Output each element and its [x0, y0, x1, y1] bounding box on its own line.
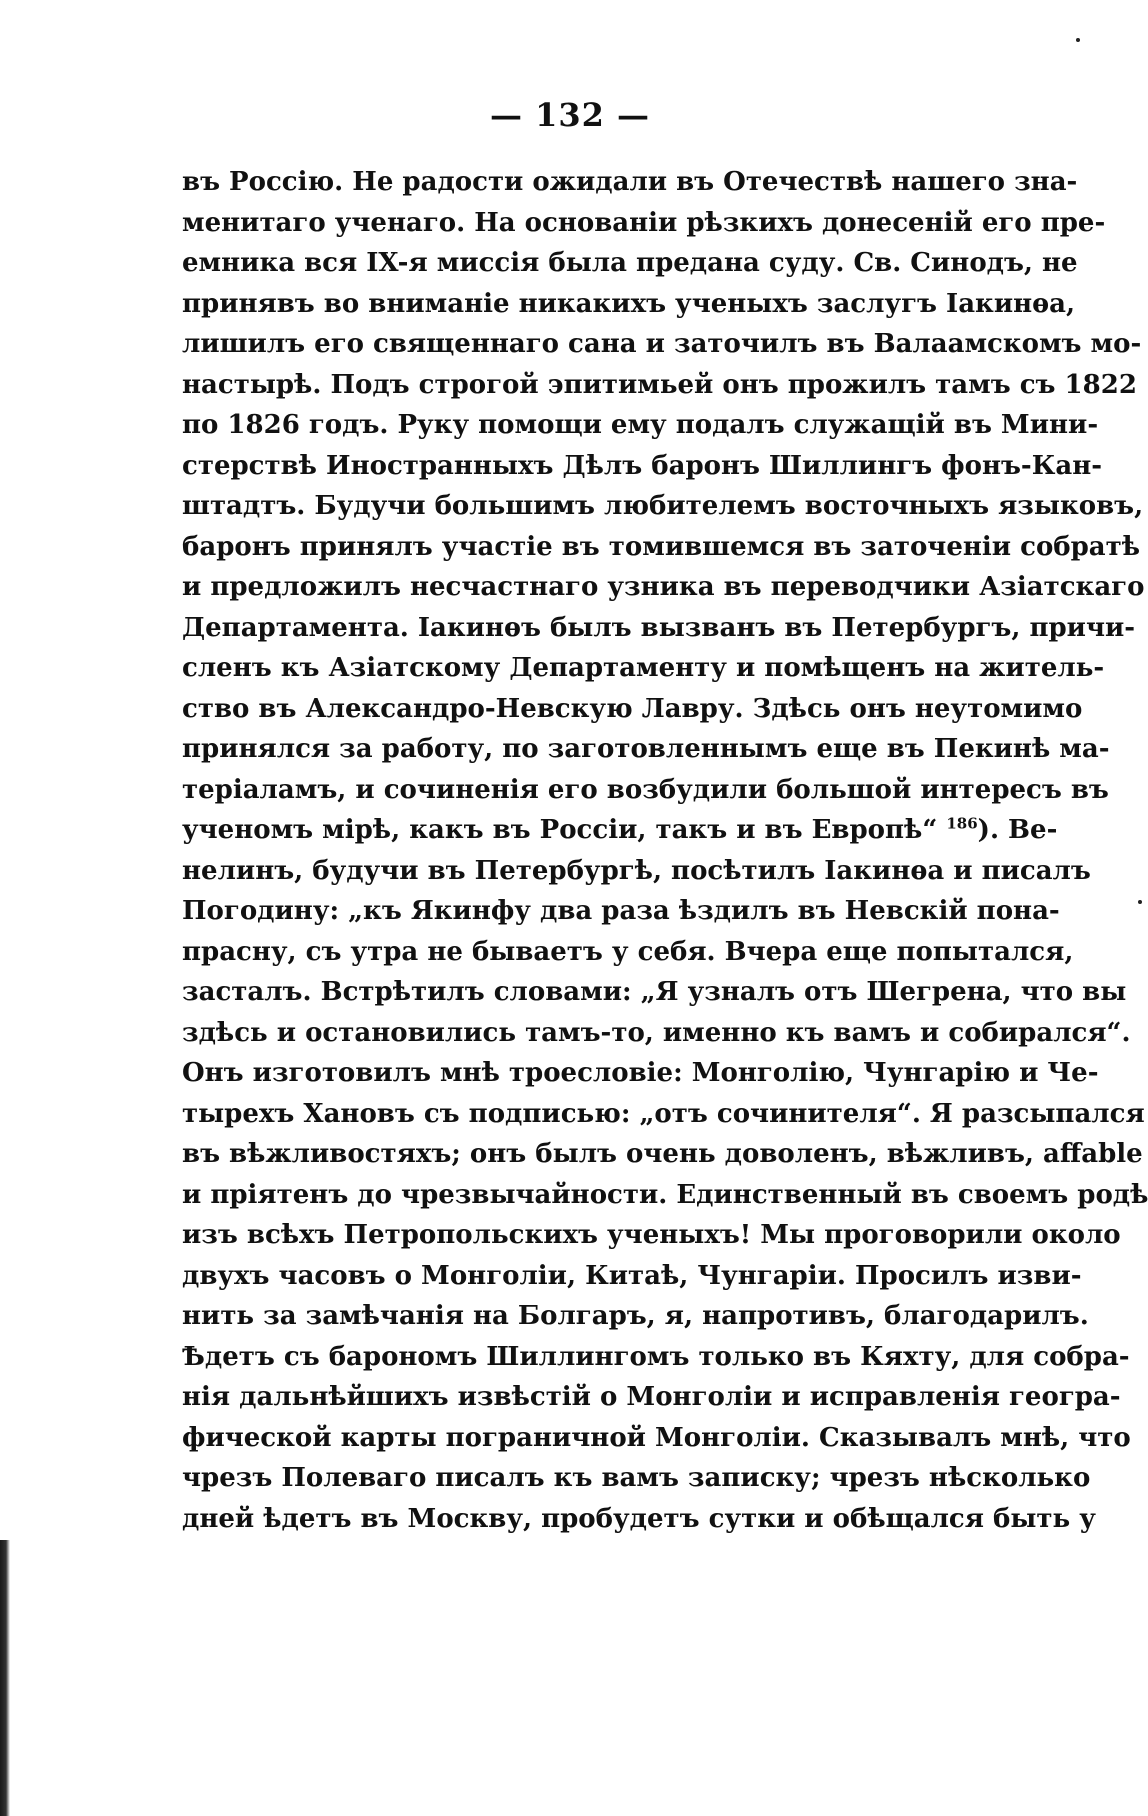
text-line: по 1826 годъ. Руку помощи ему подалъ служащій въ Мини- — [182, 410, 1099, 440]
text-line: фической карты пограничной Монголіи. Сказывалъ мнѣ, что — [182, 1422, 1131, 1453]
text-line: дней ѣдетъ въ Москву, пробудетъ сутки и обѣщался быть у — [182, 1503, 1096, 1534]
text-line: тырехъ Хановъ съ подписью: „отъ сочинителя“. Я разсыпался — [182, 1098, 1145, 1129]
text-line: нелинъ, будучи въ Петербургѣ, посѣтилъ Іакинѳа и писалъ — [182, 855, 1091, 886]
text-line: емника вся IX-я миссія была предана суду. Св. Синодъ, не — [182, 248, 1078, 278]
text-line: ство въ Александро-Невскую Лавру. Здѣсь онъ неутомимо — [182, 693, 1083, 724]
text-line: баронъ принялъ участіе въ томившемся въ заточеніи собратѣ — [182, 531, 1141, 562]
text-line: теріаламъ, и сочиненія его возбудили большой интересъ въ — [182, 774, 1109, 805]
text-line: сленъ къ Азіатскому Департаменту и помѣщенъ на житель- — [182, 653, 1105, 683]
text-line: засталъ. Встрѣтилъ словами: „Я узналъ отъ Шегрена, что вы — [182, 977, 1127, 1007]
footnote-reference: 186 — [946, 814, 978, 833]
text-line: стерствѣ Иностранныхъ Дѣлъ баронъ Шиллингъ фонъ-Кан- — [182, 450, 1103, 481]
text-line: нить за замѣчанія на Болгаръ, я, напротивъ, благодарилъ. — [182, 1301, 1089, 1331]
text-line: штадтъ. Будучи большимъ любителемъ восточныхъ языковъ, — [182, 491, 1144, 521]
text-line-with-footnote — [182, 810, 1058, 851]
text-line: въ вѣжливостяхъ; онъ былъ очень доволенъ, вѣжливъ, affable — [182, 1139, 1143, 1169]
edge-speck — [1076, 38, 1080, 42]
text-line: изъ всѣхъ Петропольскихъ ученыхъ! Мы проговорили около — [182, 1220, 1121, 1250]
text-line: и пріятенъ до чрезвычайности. Единственный въ своемъ родѣ — [182, 1179, 1148, 1210]
text-line: Онъ изготовилъ мнѣ троесловіе: Монголію, Чунгарію и Че- — [182, 1058, 1099, 1088]
page-number: — 132 — — [489, 96, 651, 134]
text-line: въ Россію. Не радости ожидали въ Отечествѣ нашего зна- — [182, 167, 1078, 197]
text-line: чрезъ Полеваго писалъ къ вамъ записку; чрезъ нѣсколько — [182, 1463, 1091, 1493]
text-line: принялся за работу, по заготовленнымъ еще въ Пекинѣ ма- — [182, 734, 1110, 764]
text-fragment: ученомъ мірѣ, какъ въ Россіи, такъ и въ Европѣ“ — [182, 815, 947, 845]
text-line: прасну, съ утра не бываетъ у себя. Вчера еще попытался, — [182, 936, 1074, 967]
text-line: и предложилъ несчастнаго узника въ переводчики Азіатскаго — [182, 572, 1145, 602]
text-line: Ѣдетъ съ барономъ Шиллингомъ только въ Кяхту, для собра- — [182, 1341, 1130, 1372]
text-line: настырѣ. Подъ строгой эпитимьей онъ прожилъ тамъ съ 1822 — [182, 369, 1137, 400]
text-line: здѣсь и остановились тамъ-то, именно къ вамъ и собирался“. — [182, 1017, 1131, 1048]
edge-speck — [1138, 900, 1142, 904]
text-line: принявъ во вниманіе никакихъ ученыхъ заслугъ Іакинѳа, — [182, 288, 1076, 319]
page-binding-edge — [0, 1540, 10, 1816]
text-line: лишилъ его священнаго сана и заточилъ въ Валаамскомъ мо- — [182, 329, 1142, 359]
text-fragment: ). Ве- — [977, 815, 1058, 845]
text-line: нія дальнѣйшихъ извѣстій о Монголіи и исправленія геогра- — [182, 1382, 1121, 1412]
text-line: двухъ часовъ о Монголіи, Китаѣ, Чунгаріи. Просилъ изви- — [182, 1260, 1082, 1291]
text-line: Департамента. Іакинѳъ былъ вызванъ въ Петербургъ, причи- — [182, 612, 1136, 643]
body-text — [182, 162, 1148, 1539]
text-line: менитаго ученаго. На основаніи рѣзкихъ донесеній его пре- — [182, 207, 1106, 238]
text-line: Погодину: „къ Якинфу два раза ѣздилъ въ Невскій пона- — [182, 896, 1060, 926]
